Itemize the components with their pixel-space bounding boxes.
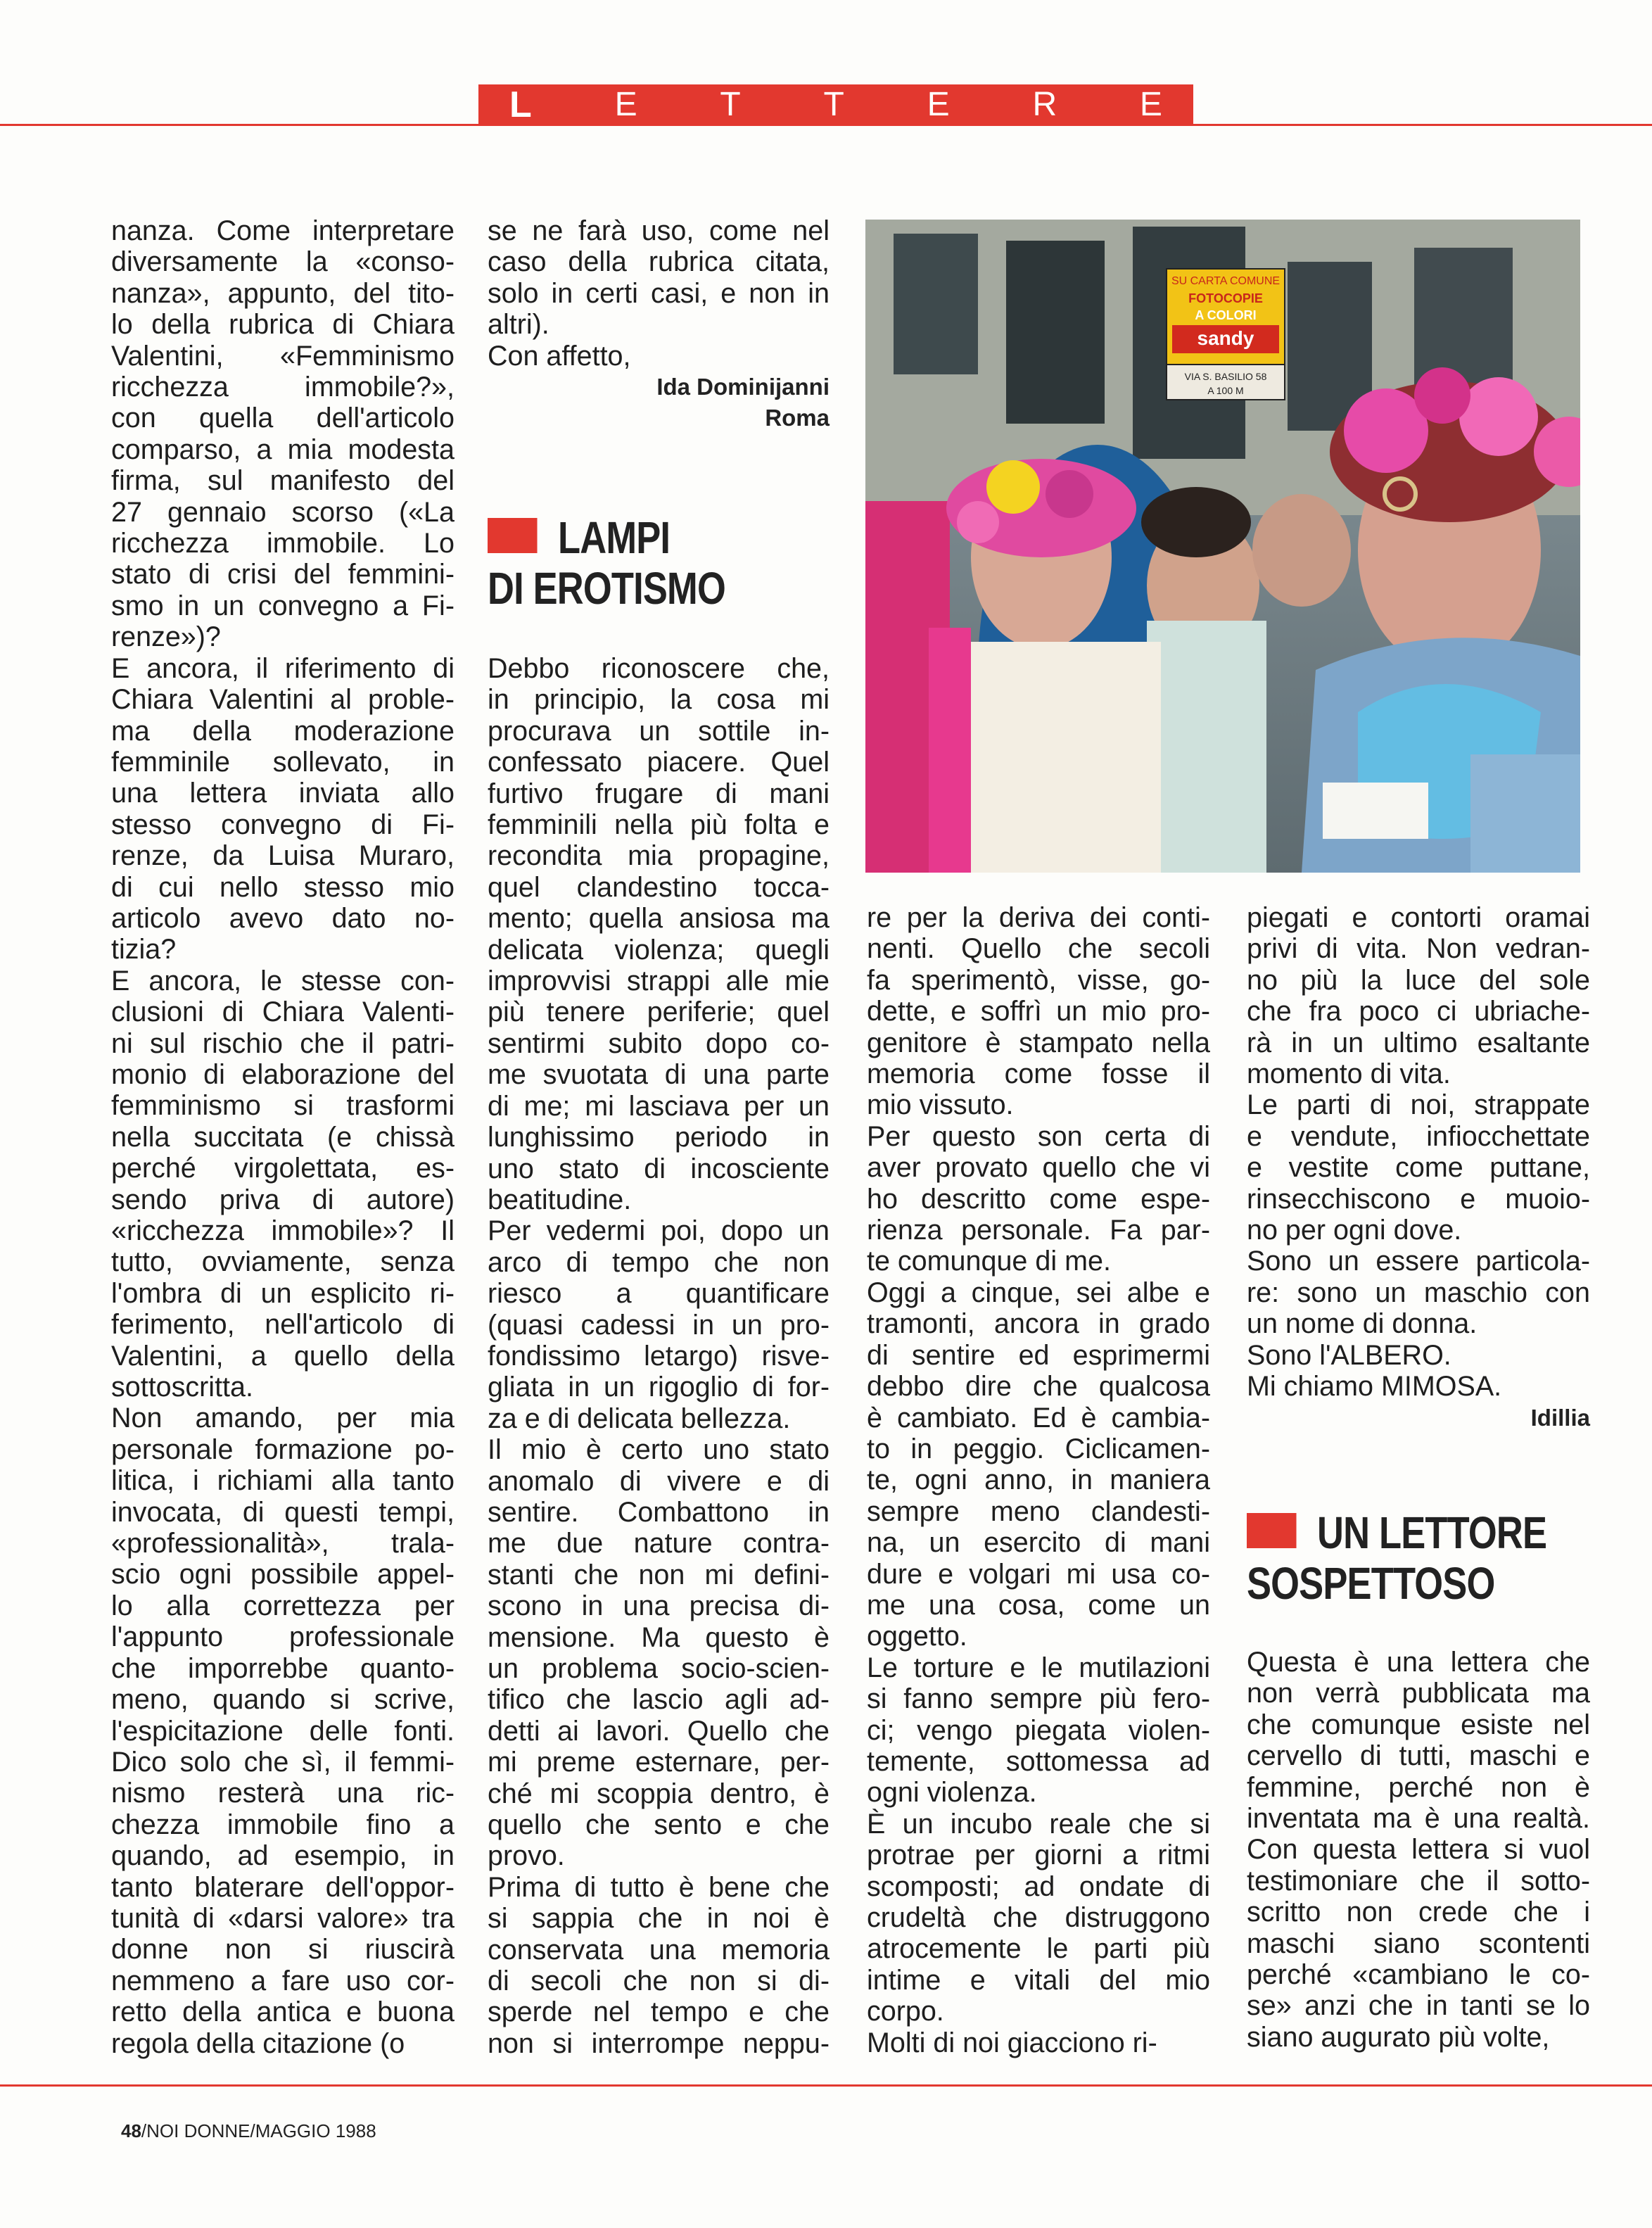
text-line: dure e volgari mi usa co- — [867, 1558, 1210, 1590]
headline-line-2: SOSPETTOSO — [1247, 1558, 1495, 1609]
text-line: Oggi a cinque, sei albe e — [867, 1277, 1210, 1308]
text-line: uno stato di incosciente — [488, 1153, 830, 1184]
text-line: di me; mi lasciava per un — [488, 1090, 830, 1122]
text-line: provo. — [488, 1840, 565, 1872]
text-line: re: sono un maschio con — [1247, 1277, 1590, 1308]
signature-city: Roma — [765, 405, 830, 431]
text-line: l'appunto professionale — [111, 1621, 455, 1653]
text-line: momento di vita. — [1247, 1058, 1451, 1090]
text-line: femmine, perché non è — [1247, 1771, 1590, 1803]
text-line: me una cosa, come un — [867, 1589, 1210, 1621]
text-line: ho descritto come espe- — [867, 1183, 1210, 1215]
text-line: renze»)? — [111, 621, 221, 653]
text-line: sendo priva di autore) — [111, 1184, 455, 1215]
text-line: ni sul rischio che il patri- — [111, 1027, 455, 1059]
text-line: Valentini, «Femminismo — [111, 340, 455, 372]
text-line: si fanno sempre più fero- — [867, 1683, 1210, 1715]
banner-letter: E — [614, 86, 637, 123]
text-line: piegati e contorti oramai — [1247, 902, 1590, 933]
text-line: E ancora, il riferimento di — [111, 652, 455, 684]
text-line: tutto, ovviamente, senza — [111, 1246, 455, 1278]
text-line: confessato piacere. Quel — [488, 747, 830, 778]
text-line: na, un esercito di mani — [867, 1527, 1210, 1559]
text-line: 27 gennaio scorso («La — [111, 496, 455, 528]
footer-rule — [0, 2084, 1652, 2087]
text-line: ricchezza immobile. Lo — [111, 528, 455, 559]
text-line: l'ombra di un esplicito ri- — [111, 1277, 455, 1309]
page-footer — [121, 2120, 376, 2142]
sign-line: SU CARTA COMUNE — [1171, 275, 1281, 287]
text-line: articolo avevo dato no- — [111, 902, 455, 934]
text-line: quel clandestino tocca- — [488, 871, 830, 903]
text-line: me svuotata di una parte — [488, 1059, 830, 1091]
headline-lampi-di-erotismo — [488, 512, 811, 614]
text-line: quando, ad esempio, in — [111, 1840, 455, 1872]
sign-line: FOTOCOPIE — [1188, 291, 1263, 305]
text-line: Le parti di noi, strappate — [1247, 1089, 1590, 1121]
text-line: arco di tempo che non — [488, 1246, 830, 1278]
text-line: smo in un convegno a Fi- — [111, 590, 455, 621]
letter-column-4-continued — [1247, 1647, 1590, 2053]
text-line: genitore è stampato nella — [867, 1027, 1210, 1058]
text-line: fondissimo letargo) risve- — [488, 1340, 830, 1372]
text-line: diversamente la «conso- — [111, 246, 455, 278]
text-line: beatitudine. — [488, 1184, 632, 1215]
text-line: con quella dell'articolo — [111, 403, 455, 434]
text-line: perché «cambiano le co- — [1247, 1959, 1590, 1991]
headline-line-1: LAMPI — [558, 512, 671, 563]
text-line: renze, da Luisa Muraro, — [111, 840, 455, 872]
street-sign-line: A 100 M — [1207, 385, 1244, 396]
text-line: quello che sento e che — [488, 1809, 830, 1841]
text-line: tramonti, ancora in grado — [867, 1308, 1210, 1340]
text-line: litica, i richiami alla tanto — [111, 1465, 455, 1497]
headline-un-lettore-sospettoso — [1247, 1507, 1593, 1609]
text-line: za e di delicata bellezza. — [488, 1403, 791, 1434]
text-line: Chiara Valentini al proble- — [111, 684, 455, 716]
red-square-marker — [1247, 1513, 1297, 1548]
text-line: scomposti; ad ondate di — [867, 1871, 1210, 1902]
text-line: che comunque esiste nel — [1247, 1709, 1590, 1740]
banner-letter: T — [823, 86, 844, 123]
text-line: Debbo riconoscere che, — [488, 653, 830, 684]
text-line: Le torture e le mutilazioni — [867, 1652, 1210, 1683]
signature-name: Ida Dominijanni — [656, 374, 830, 400]
text-line: furtivo frugare di mani — [488, 778, 830, 809]
text-line: cervello di tutti, maschi e — [1247, 1740, 1590, 1772]
letter-column-1 — [111, 215, 455, 2059]
text-line: un nome di donna. — [1247, 1308, 1478, 1340]
text-line: scio ogni possibile appel- — [111, 1559, 455, 1590]
text-line: femminismo si trasformi — [111, 1090, 455, 1122]
sign-line: sandy — [1197, 327, 1254, 349]
text-line: rà in un ultimo esaltante — [1247, 1027, 1590, 1058]
text-line: altri). — [488, 309, 549, 341]
text-line: E ancora, le stesse con- — [111, 965, 455, 996]
text-line: e vendute, infiocchettate — [1247, 1120, 1590, 1152]
text-line: «ricchezza immobile»? Il — [111, 1215, 455, 1246]
headline-line-2: DI EROTISMO — [488, 563, 725, 614]
text-line: mi preme esternare, per- — [488, 1747, 830, 1778]
text-line: nella succitata (e chissà — [111, 1121, 455, 1153]
text-line: mio vissuto. — [867, 1089, 1014, 1121]
letter-column-4 — [1247, 902, 1590, 1433]
banner-letter: E — [1139, 86, 1162, 123]
text-line: stato di crisi del femmini- — [111, 559, 455, 590]
text-line: intime e vitali del mio — [867, 1964, 1210, 1996]
letter-column-3 — [867, 902, 1210, 2058]
text-line: tizia? — [111, 934, 177, 966]
text-line: no più la luce del sole — [1247, 964, 1590, 996]
text-line: Non amando, per mia — [111, 1403, 455, 1434]
text-line: Sono un essere particola- — [1247, 1246, 1590, 1277]
text-line: ferimento, nell'articolo di — [111, 1309, 455, 1341]
text-line: più tenere periferie; quel — [488, 996, 830, 1028]
text-line: riesco a quantificare — [488, 1278, 830, 1310]
text-line: firma, sul manifesto del — [111, 465, 455, 497]
text-line: maschi siano scontenti — [1247, 1928, 1590, 1959]
text-line: privi di vita. Non vedran- — [1247, 933, 1590, 965]
text-line: procurava un sottile in- — [488, 715, 830, 747]
text-line: se» anzi che in tanti se lo — [1247, 1990, 1590, 2022]
text-line: lo della rubrica di Chiara — [111, 309, 455, 341]
text-line: Prima di tutto è bene che — [488, 1871, 830, 1903]
text-line: sentire. Combattono in — [488, 1496, 830, 1528]
text-line: protrae per giorni a ritmi — [867, 1840, 1210, 1871]
text-line: monio di elaborazione del — [111, 1058, 455, 1090]
text-line: te, ogni anno, in maniera — [867, 1464, 1210, 1496]
text-line: gliata in un rigoglio di for- — [488, 1372, 830, 1403]
text-line: aver provato quello che vi — [867, 1152, 1210, 1184]
section-banner — [478, 84, 1193, 125]
text-line: Sono l'ALBERO. — [1247, 1339, 1451, 1371]
text-line: ma della moderazione — [111, 715, 455, 747]
text-line: anomalo di vivere e di — [488, 1465, 830, 1497]
text-line: retto della antica e buona — [111, 1996, 455, 2028]
text-line: detti ai lavori. Quello che — [488, 1715, 830, 1747]
banner-letter: R — [1032, 86, 1057, 123]
text-line: invocata, di questi tempi, — [111, 1496, 455, 1528]
text-line: tunità di «darsi valore» tra — [111, 1902, 455, 1934]
text-line: si sappia che in noi è — [488, 1903, 830, 1935]
text-line: scono in una precisa di- — [488, 1590, 830, 1622]
text-line: memoria come fosse il — [867, 1058, 1210, 1090]
text-line: Molti di noi giacciono ri- — [867, 2027, 1157, 2058]
text-line: tifico che lascio agli ad- — [488, 1684, 830, 1716]
publication-info: /NOI DONNE/MAGGIO 1988 — [141, 2120, 376, 2141]
text-line: perché virgolettata, es- — [111, 1153, 455, 1184]
text-line: «professionalità», trala- — [111, 1528, 455, 1559]
text-line: delicata violenza; quegli — [488, 934, 830, 966]
street-sign-line: VIA S. BASILIO 58 — [1184, 371, 1267, 382]
text-line: sottoscritta. — [111, 1372, 253, 1403]
letter-closing-column-2 — [488, 215, 830, 433]
signature-ida-dominijanni — [488, 372, 830, 433]
text-line: sentirmi subito dopo co- — [488, 1027, 830, 1059]
text-line: Con questa lettera si vuol — [1247, 1834, 1590, 1866]
text-line: dette, e soffrì un mio pro- — [867, 996, 1210, 1027]
text-line: rienza personale. Fa par- — [867, 1215, 1210, 1246]
text-line: inventata ma è una realtà. — [1247, 1803, 1590, 1835]
text-line: Per vedermi poi, dopo un — [488, 1215, 830, 1247]
text-line: regola della citazione (o — [111, 2027, 405, 2059]
text-line: scritto non crede che i — [1247, 1897, 1590, 1928]
text-line: nemmeno a fare uso cor- — [111, 1965, 455, 1996]
text-line: Con affetto, — [488, 340, 631, 372]
text-line: no per ogni dove. — [1247, 1215, 1462, 1246]
red-square-marker — [488, 518, 538, 553]
text-line: nanza», appunto, del tito- — [111, 277, 455, 309]
text-line: e vestite come puttane, — [1247, 1152, 1590, 1184]
text-line: oggetto. — [867, 1621, 967, 1652]
text-line: non verrà pubblicata ma — [1247, 1678, 1590, 1709]
text-line: Il mio è certo uno stato — [488, 1434, 830, 1466]
text-line: rinsecchiscono e muoio- — [1247, 1183, 1590, 1215]
text-line: mensione. Ma questo è — [488, 1621, 830, 1653]
text-line: Dico solo che sì, il femmi- — [111, 1746, 455, 1778]
text-line: testimoniare che il sotto- — [1247, 1865, 1590, 1897]
text-line: meno, quando si scrive, — [111, 1684, 455, 1716]
page-number: 48 — [121, 2120, 141, 2141]
text-line: atrocemente le parti più — [867, 1933, 1210, 1965]
text-line: l'espicitazione delle fonti. — [111, 1715, 455, 1747]
text-line: Questa è una lettera che — [1247, 1647, 1590, 1678]
text-line: solo in certi casi, e non in — [488, 277, 830, 309]
text-line: stesso convegno di Fi- — [111, 809, 455, 840]
text-line: corpo. — [867, 1996, 944, 2027]
banner-letter: L — [509, 84, 532, 125]
banner-letter: E — [927, 86, 950, 123]
text-line: te comunque di me. — [867, 1246, 1111, 1277]
text-line: (quasi cadessi in un pro- — [488, 1309, 830, 1341]
text-line: di secoli che non si di- — [488, 1966, 830, 1997]
text-line: sempre meno clandesti- — [867, 1495, 1210, 1527]
text-line: clusioni di Chiara Valenti- — [111, 996, 455, 1028]
text-line: tanto blaterare dell'oppor- — [111, 1871, 455, 1903]
text-line: Valentini, a quello della — [111, 1340, 455, 1372]
text-line: che imporrebbe quanto- — [111, 1652, 455, 1684]
shop-sign — [1167, 269, 1285, 400]
text-line: di sentire ed esprimermi — [867, 1339, 1210, 1371]
text-line: ogni violenza. — [867, 1777, 1037, 1809]
text-line: conservata una memoria — [488, 1934, 830, 1966]
text-line: stanti che non mi defini- — [488, 1559, 830, 1590]
text-line: chezza immobile fino a — [111, 1809, 455, 1840]
photo-women-with-flower-hats — [865, 220, 1580, 873]
text-line: se ne farà uso, come nel — [488, 215, 830, 246]
text-line: Mi chiamo MIMOSA. — [1247, 1371, 1502, 1403]
text-line: che fra poco ci ubriache- — [1247, 996, 1590, 1027]
text-line: fa sperimentò, visse, go- — [867, 964, 1210, 996]
text-line: crudeltà che distruggono — [867, 1902, 1210, 1933]
text-line: non si interrompe neppu- — [488, 2027, 830, 2059]
text-line: temente, sottomessa ad — [867, 1745, 1210, 1777]
text-line: ché mi scoppia dentro, è — [488, 1778, 830, 1809]
signature-idillia — [1247, 1403, 1590, 1433]
text-line: caso della rubrica citata, — [488, 246, 830, 278]
text-line: recondita mia propagine, — [488, 840, 830, 872]
banner-letter: T — [720, 86, 741, 123]
text-line: un problema socio-scien- — [488, 1653, 830, 1684]
text-line: comparso, a mia modesta — [111, 433, 455, 465]
text-line: nismo resterà una ric- — [111, 1778, 455, 1809]
text-line: personale formazione po- — [111, 1433, 455, 1465]
text-line: lunghissimo periodo in — [488, 1122, 830, 1153]
text-line: ci; vengo piegata violen- — [867, 1714, 1210, 1746]
text-line: È un incubo reale che si — [867, 1808, 1210, 1840]
text-line: nanza. Come interpretare — [111, 215, 455, 246]
text-line: sperde nel tempo e che — [488, 1996, 830, 2028]
text-line: femminili nella più folta e — [488, 809, 830, 841]
text-line: è cambiato. Ed è cambia- — [867, 1402, 1210, 1433]
text-line: lo alla correttezza per — [111, 1590, 455, 1621]
text-line: nenti. Quello che secoli — [867, 933, 1210, 965]
text-line: improvvisi strappi alle mie — [488, 966, 830, 997]
text-line: donne non si riuscirà — [111, 1934, 455, 1966]
text-line: me due nature contra- — [488, 1528, 830, 1559]
text-line: siano augurato più volte, — [1247, 2021, 1550, 2053]
text-line: to in peggio. Ciclicamen- — [867, 1433, 1210, 1464]
text-line: mento; quella ansiosa ma — [488, 903, 830, 935]
text-line: una lettera inviata allo — [111, 778, 455, 809]
text-line: debbo dire che qualcosa — [867, 1371, 1210, 1403]
text-line: di cui nello stesso mio — [111, 871, 455, 903]
letter-column-2 — [488, 653, 830, 2059]
headline-line-1: UN LETTORE — [1317, 1507, 1547, 1558]
text-line: ricchezza immobile?», — [111, 372, 455, 403]
text-line: Per questo son certa di — [867, 1120, 1210, 1152]
signature-name: Idillia — [1530, 1404, 1590, 1431]
text-line: femminile sollevato, in — [111, 746, 455, 778]
sign-line: A COLORI — [1195, 308, 1257, 322]
text-line: re per la deriva dei conti- — [867, 902, 1210, 933]
text-line: in principio, la cosa mi — [488, 684, 830, 716]
